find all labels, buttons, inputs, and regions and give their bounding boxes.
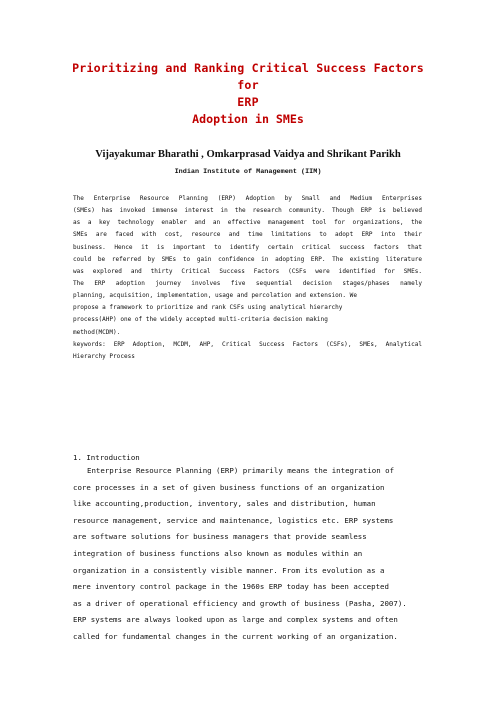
abstract-line: as a key technology enabler and an effective management tool for organizations, the bbox=[73, 219, 422, 227]
body-line: resource management, service and maintenance, logistics etc. ERP systems bbox=[73, 515, 394, 525]
keywords-line: keywords: ERP Adoption, MCDM, AHP, Critical Success Factors (CSFs), SMEs, Analytical bbox=[73, 340, 422, 348]
body-line: Enterprise Resource Planning (ERP) primarily means the integration of bbox=[87, 466, 395, 475]
body-line: ERP systems are always looked upon as large and complex systems and often bbox=[73, 615, 398, 625]
keywords-line: Hierarchy Process bbox=[73, 352, 135, 360]
body-line: called for fundamental changes in the current working of an organization. bbox=[73, 631, 398, 641]
abstract-line: method(MCDM). bbox=[73, 328, 121, 336]
body-line: mere inventory control package in the 1960s ERP today has been accepted bbox=[73, 582, 389, 592]
abstract-line: process(AHP) one of the widely accepted multi-criteria decision making bbox=[73, 316, 328, 324]
paper-title bbox=[60, 60, 436, 111]
abstract-line: The ERP adoption journey involves five sequential decision stages/phases namely bbox=[73, 279, 422, 287]
body-line: as a driver of operational efficiency and growth of business (Pasha, 2007). bbox=[73, 598, 407, 608]
body-line: core processes in a set of given business functions of an organization bbox=[73, 482, 385, 492]
paper-title-line-2: ERP bbox=[237, 95, 259, 109]
abstract-line: The Enterprise Resource Planning (ERP) Adoption by Small and Medium Enterprises bbox=[73, 195, 422, 202]
body-line: organization in a consistently visible manner. From its evolution as a bbox=[73, 565, 385, 575]
abstract-line: was explored and thirty Critical Success Factors (CSFs were identified for SMEs. bbox=[73, 267, 422, 275]
body-line: are software solutions for business managers that provide seamless bbox=[73, 532, 367, 542]
introduction-body bbox=[73, 463, 422, 646]
paper-title-line-3: Adoption in SMEs bbox=[192, 112, 304, 126]
author-list: Vijayakumar Bharathi , Omkarprasad Vaidya and Shrikant Parikh bbox=[95, 149, 401, 160]
body-line: like accounting,production, inventory, sales and distribution, human bbox=[73, 499, 376, 509]
abstract-line: (SMEs) has invoked immense interest in the research community. Though ERP is believed bbox=[73, 207, 422, 215]
paper-title-line-1: Prioritizing and Ranking Critical Success Factors for bbox=[72, 61, 424, 92]
abstract-line: business. Hence it is important to identify certain critical success factors that bbox=[73, 243, 422, 251]
abstract bbox=[73, 193, 422, 363]
body-line: integration of business functions also known as modules within an bbox=[73, 548, 363, 558]
abstract-line: propose a framework to prioritize and rank CSFs using analytical hierarchy bbox=[73, 304, 343, 312]
abstract-line: planning, acquisition, implementation, usage and percolation and extension. We bbox=[73, 292, 357, 300]
abstract-line: SMEs are faced with cost, resource and time limitations to adopt ERP into their bbox=[73, 231, 422, 239]
affiliation: Indian Institute of Management (IIM) bbox=[174, 168, 322, 176]
section-heading-introduction: 1. Introduction bbox=[73, 453, 140, 462]
abstract-line: could be referred by SMEs to gain confidence in adopting ERP. The existing literature bbox=[73, 255, 422, 263]
paper-subtitle bbox=[60, 111, 436, 128]
